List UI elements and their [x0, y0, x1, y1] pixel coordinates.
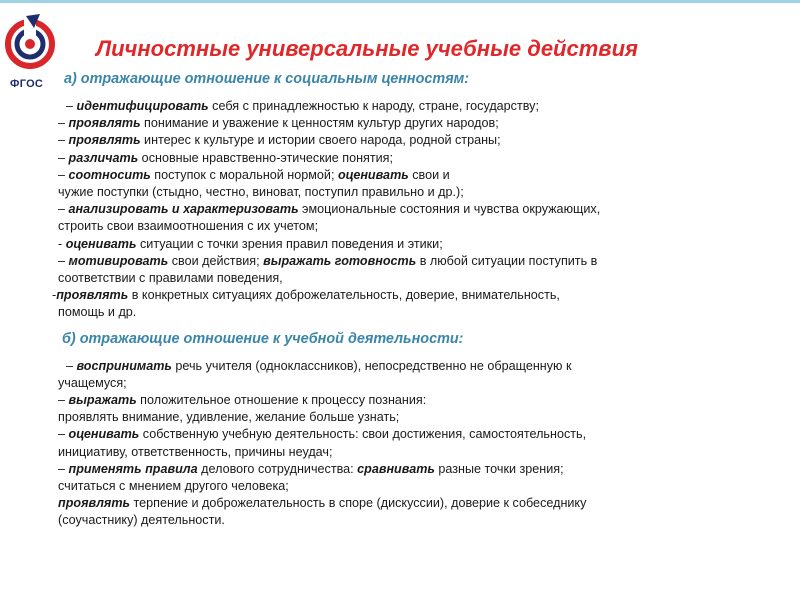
fgos-emblem-icon: [4, 8, 56, 78]
list-line: [58, 358, 788, 375]
verb-emphasis: идентифицировать: [76, 99, 209, 113]
list-line: [58, 253, 788, 270]
list-line: [58, 512, 788, 529]
line-text: -: [52, 288, 57, 303]
verb-emphasis: проявлять: [68, 116, 141, 131]
line-text: поступок с моральной нормой;: [150, 167, 338, 182]
line-text: интерес к культуре и истории своего народа, родной страны;: [140, 133, 501, 148]
line-text: (соучастнику) деятельности.: [58, 513, 225, 528]
logo-text: ФГОС: [10, 78, 44, 90]
list-line: [58, 184, 788, 201]
section-a-list: [52, 98, 788, 322]
list-line: [58, 392, 788, 409]
line-text: понимание и уважение к ценностям культур других народов;: [140, 116, 499, 131]
line-text: -: [58, 236, 66, 251]
line-text: собственную учебную деятельность: свои достижения, самостоятельность,: [139, 427, 587, 442]
section-b-heading: б) отражающие отношение к учебной деятельности:: [62, 330, 464, 347]
top-accent-bar: [0, 0, 800, 3]
line-text: свои и: [408, 167, 450, 182]
verb-emphasis: выражать готовность: [263, 253, 417, 268]
line-text: помощь и др.: [58, 305, 137, 320]
verb-emphasis: оценивать: [337, 167, 409, 182]
line-text: строить свои взаимоотношения с их учетом;: [58, 219, 319, 234]
line-text: положительное отношение к процессу познания:: [136, 393, 427, 408]
verb-emphasis: применять правила: [68, 461, 198, 476]
list-line: [58, 132, 788, 149]
line-text: терпение и доброжелательность в споре (дискуссии), доверие к собеседнику: [130, 496, 587, 511]
list-line: [58, 98, 788, 115]
list-line: [52, 287, 788, 304]
verb-emphasis: различать: [68, 150, 139, 165]
list-line: [58, 478, 788, 495]
verb-emphasis: выражать: [68, 393, 137, 408]
list-line: [58, 115, 788, 132]
verb-emphasis: воспринимать: [76, 358, 172, 373]
page-title: Личностные универсальные учебные действия: [96, 36, 638, 61]
line-text: –: [58, 202, 69, 217]
content-body: [52, 70, 788, 530]
list-line: [58, 426, 788, 443]
verb-emphasis: мотивировать: [68, 253, 169, 268]
line-text: –: [58, 253, 69, 268]
line-text: –: [58, 393, 69, 408]
line-text: чужие поступки (стыдно, честно, виноват, поступил правильно и др.);: [58, 185, 464, 200]
line-text: свои действия;: [168, 253, 264, 268]
verb-emphasis: проявлять: [56, 288, 129, 303]
verb-emphasis: проявлять: [68, 133, 141, 148]
line-text: инициативу, ответственность, причины неудач;: [58, 444, 333, 459]
line-text: в конкретных ситуациях доброжелательность, доверие, внимательность,: [128, 288, 560, 303]
list-line: [58, 201, 788, 218]
list-line: [58, 167, 788, 184]
list-line: [58, 461, 788, 478]
verb-emphasis: оценивать: [68, 427, 140, 442]
line-text: ситуации с точки зрения правил поведения и этики;: [136, 236, 443, 251]
line-text: –: [66, 358, 77, 373]
line-text: –: [66, 99, 77, 113]
line-text: учащемуся;: [58, 375, 127, 390]
list-line: [58, 270, 788, 287]
verb-emphasis: сравнивать: [357, 461, 435, 476]
verb-emphasis: проявлять: [58, 496, 131, 511]
list-line: [58, 444, 788, 461]
line-text: считаться с мнением другого человека;: [58, 479, 289, 494]
line-text: –: [58, 116, 69, 131]
verb-emphasis: соотносить: [68, 167, 151, 182]
list-line: [58, 218, 788, 235]
list-line: [58, 375, 788, 392]
line-text: разные точки зрения;: [434, 461, 564, 476]
list-line: [58, 495, 788, 512]
verb-emphasis: оценивать: [65, 236, 137, 251]
section-a-heading: а) отражающие отношение к социальным ценностям:: [64, 71, 470, 87]
line-text: –: [58, 427, 69, 442]
line-text: проявлять внимание, удивление, желание больше узнать;: [58, 410, 400, 425]
line-text: основные нравственно-этические понятия;: [138, 150, 393, 165]
line-text: –: [58, 133, 69, 148]
line-text: –: [58, 150, 69, 165]
list-line: [58, 236, 788, 253]
line-text: –: [58, 461, 69, 476]
line-text: делового сотрудничества:: [197, 461, 358, 476]
list-line: [58, 150, 788, 167]
list-line: [58, 304, 788, 321]
verb-emphasis: анализировать и характеризовать: [68, 202, 299, 217]
fgos-logo: [4, 8, 56, 88]
section-b-list: [58, 358, 788, 530]
line-text: соответствии с правилами поведения,: [58, 271, 283, 286]
list-line: [58, 409, 788, 426]
line-text: в любой ситуации поступить в: [416, 253, 598, 268]
line-text: эмоциональные состояния и чувства окружающих,: [298, 202, 601, 217]
line-text: себя с принадлежностью к народу, стране, государству;: [208, 99, 539, 113]
line-text: –: [58, 167, 69, 182]
line-text: речь учителя (одноклассников), непосредственно не обращенную к: [171, 358, 572, 373]
